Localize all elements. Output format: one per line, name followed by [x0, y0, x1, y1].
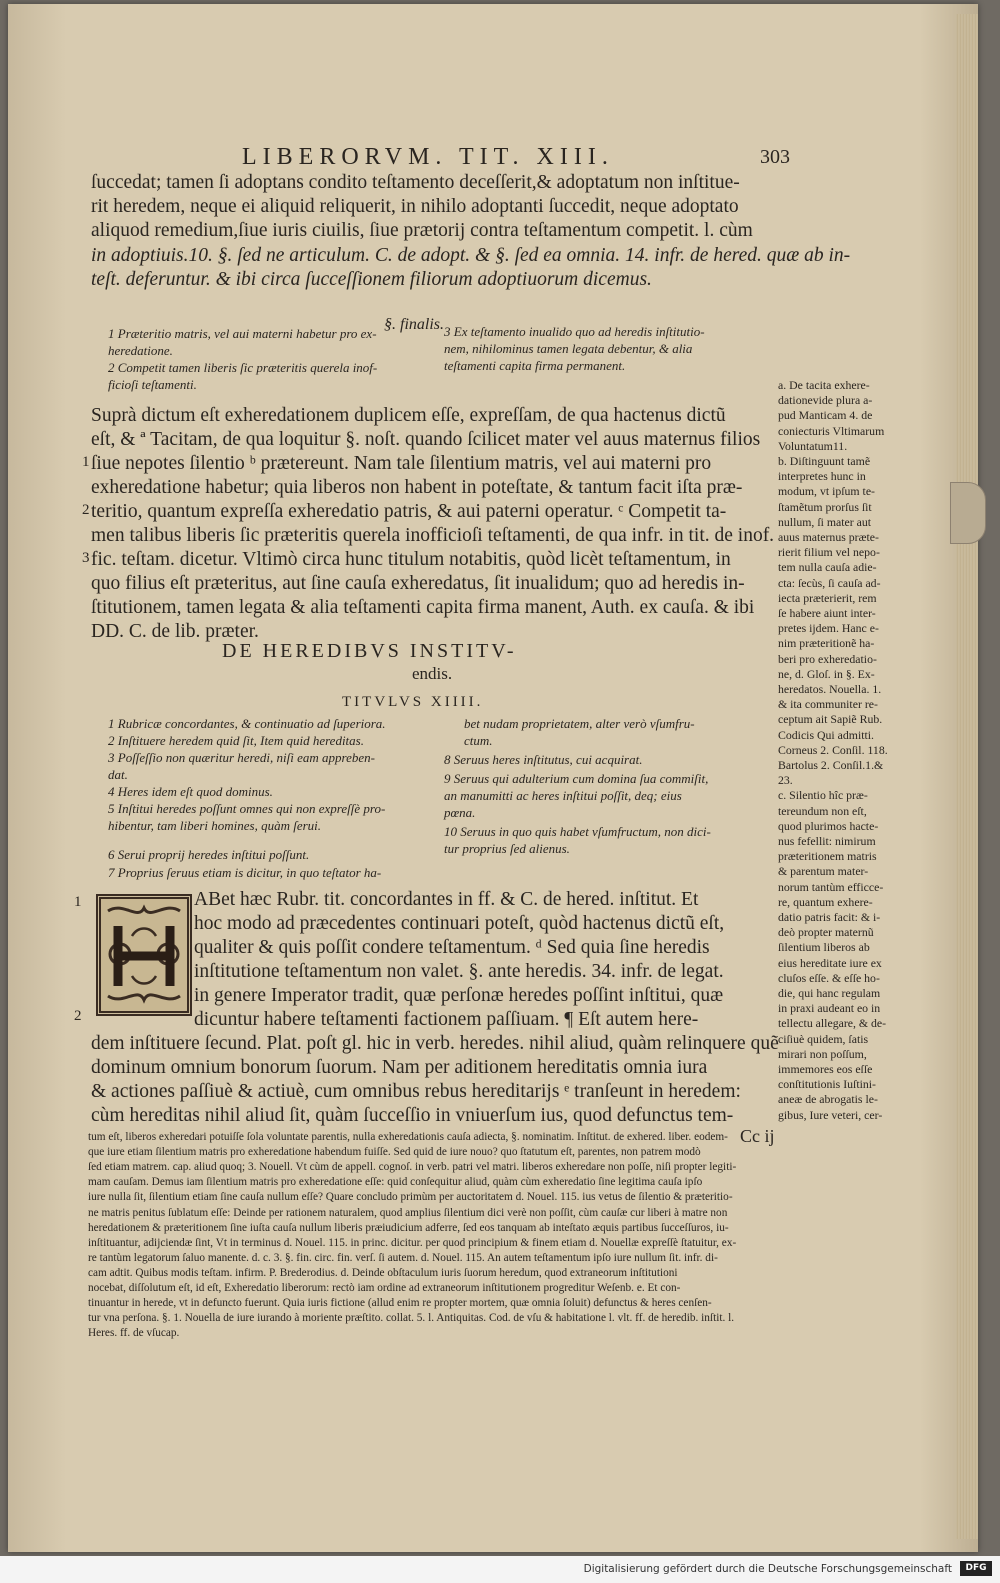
side-note-line: cluſos eſſe. & eſſe ho-: [778, 970, 880, 985]
summary-item: 1 Præteritio matris, vel aui materni habetur pro ex-: [108, 326, 377, 341]
main-text-line: Suprà dictum eſt exheredationem duplicem eſſe, expreſſam, de qua hactenus dictũ: [91, 405, 726, 426]
title-heading-cont: endis.: [412, 664, 453, 683]
side-note-line: dationevide plura a-: [778, 393, 873, 408]
summary-item: bet nudam proprietatem, alter verò vſumfru-: [464, 716, 695, 731]
main-text-line: men talibus liberis ſic præteritis querela inofficioſi teſtamenti, de qua infr. in tit. de inof.: [91, 525, 775, 546]
side-note-line: ſtamẽtum prorſus ſit: [778, 499, 872, 514]
side-note-line: & ita communiter re-: [778, 697, 878, 712]
footnote-line: que iure etiam ſilentium matris pro exheredatione habendum fuiſſe. Sed quid de iure nouo? quo ſtatutum eſt, parentes, non patrem modò: [88, 1146, 701, 1159]
summary-item: 2 Competit tamen liberis ſic præteritis querela inof-: [108, 360, 378, 375]
footnote-line: re tantùm legatorum ſaluo manente. d. c. 3. §. fin. circ. fin. verſ. ſi autem. d. Nouel. 115. An autem teſtamentum ipſo iure nullum ſit. infr. di-: [88, 1251, 718, 1264]
summary-item: pœna.: [444, 805, 476, 820]
main-text-line: qualiter & quis poſſit condere teſtamentum. ᵈ Sed quia ſine heredis: [194, 937, 710, 958]
side-note-line: ſilentium liberos ab: [778, 940, 870, 955]
footnote-line: ſed etiam matrem. cap. aliud quoq; 3. Nouell. Vt cùm de appell. cognoſ. in verb. patri vel matri. liberos exheredare non poſſe, niſi propter legiti-: [88, 1161, 737, 1174]
main-text-line: cùm hereditas nihil aliud ſit, quàm ſucceſſio in vniuerſum ius, quod defunctus tem-: [91, 1105, 734, 1126]
margin-number: 2: [74, 1008, 82, 1024]
funding-credit: Digitalisierung gefördert durch die Deutsche Forschungsgemeinschaft: [583, 1563, 952, 1575]
summary-item: 3 Poſſeſſio non quæritur heredi, niſi eam appreben-: [108, 750, 375, 765]
summary-item: 6 Serui proprij heredes inſtitui poſſunt.: [108, 847, 310, 862]
summary-item: an manumitti ac heres inſtitui poſſit, deq; eius: [444, 788, 682, 803]
dfg-logo: DFG: [960, 1561, 992, 1576]
title-subheading: TITVLVS XIIII.: [342, 694, 484, 710]
summary-item: 7 Proprius ſeruus etiam is dicitur, in quo teſtator ha-: [108, 865, 382, 880]
footnote-line: tum eſt, liberos exheredari potuiſſe ſola voluntate parentis, nulla exheredationis cauſa adiecta, §. nominatim. Inſtitut. de exhered. liber. eodem-: [88, 1131, 728, 1143]
side-note-line: pud Manticam 4. de: [778, 408, 873, 423]
main-text-line: teſt. deferuntur. & ibi circa ſucceſſionem filiorum adoptiuorum dicemus.: [91, 269, 652, 290]
main-text-line: dem inſtituere ſecund. Plat. poſt gl. hic in verb. heredes. nihil aliud, quàm relinquere quẽ: [91, 1033, 779, 1054]
page-edge: [956, 14, 978, 1539]
title-heading: DE HEREDIBVS INSTITV-: [222, 640, 517, 662]
main-text-line: DD. C. de lib. præter.: [91, 621, 259, 642]
side-note-line: coniecturis Vltimarum: [778, 423, 885, 438]
side-note-line: nim præteritionẽ ha-: [778, 636, 875, 651]
main-text-line: exheredatione habetur; quia liberos non habent in poteſtate, & tantum facit iſta præ-: [91, 477, 743, 498]
summary-item: heredatione.: [108, 343, 173, 358]
margin-number: 3: [82, 550, 90, 566]
main-text-line: ſuccedat; tamen ſi adoptans condito teſtamento deceſſerit,& adoptatum non inſtitue-: [91, 172, 740, 193]
side-note-line: eius hereditate iure ex: [778, 955, 882, 970]
side-note-line: nus fefellit: nimirum: [778, 834, 876, 848]
main-text-line: eſt, & ª Tacitam, de qua loquitur §. noſt. quando ſcilicet mater vel auus maternus filios: [91, 429, 761, 450]
side-note-line: tereundum non eſt,: [778, 803, 867, 818]
side-note-line: iecta præterierit, rem: [778, 590, 877, 605]
side-note-line: ne, d. Gloſ. in §. Ex-: [778, 666, 875, 681]
book-page: [8, 4, 978, 1552]
section-heading: §. finalis.: [384, 316, 445, 333]
side-note-line: Bartolus 2. Conſil.1.&: [778, 758, 884, 772]
summary-item: 2 Inſtituere heredem quid ſit, Item quid hereditas.: [108, 733, 364, 748]
side-note-line: heredatos. Nouella. 1.: [778, 682, 882, 696]
page-clip: [950, 482, 986, 544]
side-note-line: ciſiuè quidem, ſatis: [778, 1031, 869, 1046]
signature-mark: Cc ij: [740, 1126, 775, 1146]
footnote-line: mam cauſam. Demus iam ſilentium matris pro exheredatione eſſe: quid conſequitur aliud, quàm cùm exheredatio ſine legitima cauſa ipſo: [88, 1176, 703, 1189]
side-note-line: interpretes hunc in: [778, 469, 866, 484]
main-text-line: teritio, quantum expreſſa exheredatio patris, & aui paterni operatur. ᶜ Competit ta-: [91, 501, 727, 522]
main-text-line: fic. teſtam. dicetur. Vltimò circa hunc titulum notabitis, quòd licèt teſtamentum, in: [91, 549, 731, 570]
main-text-line: quo filius eſt præteritus, aut ſine cauſa exheredatus, ſit inualidum; quo ad heredis in-: [91, 573, 745, 594]
side-note-line: b. Diſtinguunt tamẽ: [778, 454, 871, 468]
summary-item: ctum.: [464, 733, 493, 748]
summary-item: 5 Inſtitui heredes poſſunt omnes qui non expreſſè pro-: [108, 801, 386, 816]
side-note-line: ſe habere aiunt inter-: [778, 606, 876, 620]
side-note-line: mirari non poſſum,: [778, 1046, 867, 1061]
footnote-line: inſtituantur, adijciendæ ſint, Vt in terminus d. Nouel. 115. in princ. dicitur. per quod principium & finem etiam d. Nouellæ expreſſè ſtatuitur, ex-: [88, 1236, 737, 1249]
summary-item: 9 Seruus qui adulterium cum domina ſua commiſit,: [444, 771, 709, 786]
side-note-line: die, qui hanc regulam: [778, 986, 881, 1000]
page-number: 303: [760, 146, 790, 168]
main-text-line: & actiones paſſiuè & actiuè, cum omnibus rebus hereditarijs ᵉ tranſeunt in heredem:: [91, 1081, 741, 1102]
footnote-line: cam adtit. Quibus modis teſtam. infirm. P. Brederodius. d. Deinde obſtaculum iuris ſuorum heredum, quod extraneorum inſtitutioni: [88, 1266, 678, 1279]
footnote-line: tur vna perſona. §. 1. Nouella de iure iurando à moriente præſtito. collat. 5. l. Antiquitas. Cod. de vſu & habitatione l. vlt. ff. de heredib. inſtit. l.: [88, 1312, 735, 1325]
side-note-line: Voluntatum11.: [778, 438, 848, 453]
side-note-line: deò propter maternũ: [778, 925, 874, 940]
side-note-line: tellectu allegare, & de-: [778, 1016, 887, 1031]
summary-item: dat.: [108, 767, 128, 782]
main-text-line: dominum omnium bonorum ſuorum. Nam per aditionem hereditatis omnia iura: [91, 1057, 708, 1078]
side-note-line: ceptum ait Sapiẽ Rub.: [778, 712, 883, 727]
main-text-line: in genere Imperator tradit, quæ perſonæ heredes poſſint inſtitui, quæ: [194, 985, 724, 1006]
side-note-line: datio patris facit: & i-: [778, 910, 881, 924]
side-note-line: re, quantum exhere-: [778, 894, 873, 909]
summary-item: 4 Heres idem eſt quod dominus.: [108, 784, 273, 799]
initial-h-ornament: [98, 896, 190, 1014]
main-text-line: ſtitutionem, tamen legata & alia teſtamenti capita firma manent, Auth. ex cauſa. & ibi: [91, 597, 755, 618]
footnote-line: nocebat, diſſolutum eſt, id eſt, Exheredatio liberorum: rectò iam ordine ad extraneorum inſtitutionem progreditur Weſenb. e. Et con-: [88, 1282, 681, 1294]
side-note-line: modum, vt ipſum te-: [778, 484, 875, 499]
summary-item: 3 Ex teſtamento inualido quo ad heredis inſtitutio-: [444, 324, 705, 339]
footnote-line: heredationem & præteritionem ſine iuſta cauſa nullum liberis præiudicium adferre, ſed eos tanquam ab inteſtato æquis partibus ſucceſſuros, iu-: [88, 1221, 729, 1234]
side-note-line: conſtitutionis Iuſtini-: [778, 1077, 876, 1092]
margin-number: 2: [82, 502, 90, 518]
margin-number: 1: [82, 454, 90, 470]
side-note-line: 23.: [778, 773, 793, 788]
side-note-line: aneæ de abrogatis le-: [778, 1092, 878, 1107]
side-note-line: auus maternus præte-: [778, 530, 879, 544]
summary-item: teſtamenti capita firma permanent.: [444, 358, 626, 373]
side-note-line: & parentum mater-: [778, 864, 869, 879]
side-note-line: a. De tacita exhere-: [778, 378, 870, 392]
summary-item: nem, nihilominus tamen legata debentur, & alia: [444, 341, 693, 356]
main-text-line: inſtitutione teſtamentum non valet. §. ante heredis. 34. infr. de legat.: [194, 961, 724, 982]
summary-item: ficioſi teſtamenti.: [108, 377, 197, 392]
main-text-line: rit heredem, neque ei aliquid reliquerit, in nihilo adoptanti ſuccedit, neque adoptato: [91, 196, 739, 217]
summary-item: 1 Rubricæ concordantes, & continuatio ad ſuperiora.: [108, 716, 386, 731]
side-note-line: nullum, ſi mater aut: [778, 514, 872, 529]
side-note-line: quod plurimos hacte-: [778, 818, 879, 833]
side-note-line: c. Silentio hîc præ-: [778, 788, 868, 803]
summary-item: 8 Seruus heres inſtitutus, cui acquirat.: [444, 752, 643, 767]
main-text-line: dicuntur habere teſtamenti factionem paſſiuam. ¶ Eſt autem here-: [194, 1009, 699, 1030]
main-text-line: hoc modo ad præcedentes continuari poteſt, quòd hactenus dictũ eſt,: [194, 913, 725, 934]
digitization-footer: [0, 1556, 1000, 1583]
main-text-line: aliquod remedium,ſiue iuris ciuilis, ſiue prætorij contra teſtamentum competit. l. cùm: [91, 220, 753, 241]
summary-item: 10 Seruus in quo quis habet vſumfructum, non dici-: [444, 824, 711, 839]
side-note-line: pretes ijdem. Hanc e-: [778, 621, 879, 636]
side-note-line: Corneus 2. Conſil. 118.: [778, 742, 888, 757]
side-note-line: beri pro exheredatio-: [778, 651, 877, 666]
decorated-initial: [96, 894, 192, 1016]
side-note-line: cta: ſecùs, ſi cauſa ad-: [778, 575, 881, 590]
side-note-line: Codicis Qui admitti.: [778, 727, 875, 742]
margin-number: 1: [74, 894, 82, 910]
side-note-line: immemores eos eſſe: [778, 1062, 873, 1076]
footnote-line: tinuantur in herede, vt in defuncto fuerunt. Quia iuris fictione (allud enim re propter mortem, quæ omnia ſoluit) defunctus & heres cenſen-: [88, 1297, 712, 1310]
side-note-line: norum tantùm efficce-: [778, 879, 884, 894]
side-note-line: præteritionem matris: [778, 849, 877, 864]
side-note-line: tem nulla cauſa adie-: [778, 560, 877, 575]
side-note-line: in praxi audeant eo in: [778, 1001, 881, 1016]
summary-item: hibentur, tam liberi homines, quàm ſerui.: [108, 818, 322, 833]
footnote-line: ne matris penitus ſublatum eſſe: Deinde per rationem naturalem, quod amplius ſilentium dici verè non poſſit, cùm cauſæ cur liberi à matre non: [88, 1206, 728, 1219]
side-note-line: rierit filium vel nepo-: [778, 545, 880, 560]
main-text-line: ABet hæc Rubr. tit. concordantes in ff. & C. de hered. inſtitut. Et: [194, 889, 699, 910]
footnote-line: iure nulla ſit, ſilentium etiam ſine cauſa nullum eſſe? Quare concludo primùm per auctoritatem d. Nouel. 115. ius vetus de ſilentio & præteritio-: [88, 1191, 733, 1204]
summary-item: tur proprius ſed alienus.: [444, 841, 570, 856]
main-text-line: ſiue nepotes ſilentio ᵇ prætereunt. Nam tale ſilentium matris, vel aui materni pro: [91, 453, 712, 474]
side-note-line: gibus, Iure veteri, cer-: [778, 1107, 883, 1122]
footnote-line: Heres. ff. de vſucap.: [88, 1327, 180, 1340]
main-text-line: in adoptiuis.10. §. ſed ne articulum. C. de adopt. & §. ſed ea omnia. 14. infr. de hered. quæ ab in-: [91, 245, 851, 266]
running-head: LIBERORVM. TIT. XIII.: [242, 144, 614, 170]
